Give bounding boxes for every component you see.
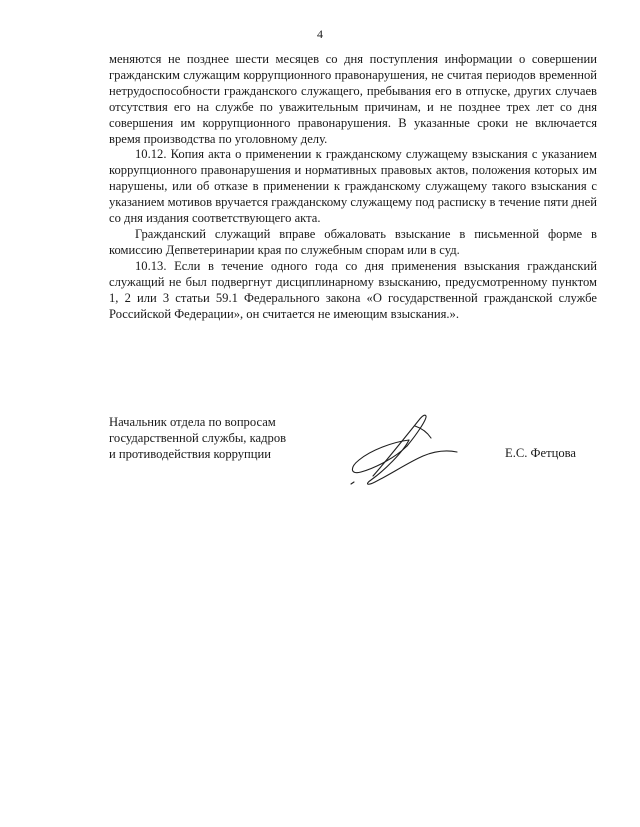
paragraph-10-12: 10.12. Копия акта о применении к гражданскому служащему взыскания с указанием коррупционного правонарушения и нормативных правовых актов, положения которых им нарушены, или об отказе в применении к гражданскому служащему такого взыскания с указанием мотивов вручается гражданскому служащему под расписку в течение пяти дней со дня издания соответствующего акта. [109, 147, 597, 226]
paragraph-10-13: 10.13. Если в течение одного года со дня применения взыскания гражданский служащий не был подвергнут дисциплинарному взысканию, предусмотренному пунктом 1, 2 или 3 статьи 59.1 Федерального закона «О государственной гражданской службе Российской Федерации», он считается не имеющим взыскания.». [109, 258, 597, 321]
signatory-position-line: и противодействия коррупции [109, 447, 272, 461]
signatory-position-line: государственной службы, кадров [109, 431, 287, 445]
paragraph-appeal: Гражданский служащий вправе обжаловать взыскание в письменной форме в комиссию Депветеринарии края по служебным спорам или в суд. [109, 226, 597, 257]
paragraph-continuation: меняются не позднее шести месяцев со дня поступления информации о совершении гражданским служащим коррупционного правонарушения, не считая периодов временной нетрудоспособности гражданского служащего, пребывания его в отпуске, других случаев отсутствия его на службе по уважительным причинам, и не позднее трех лет со дня совершения им коррупционного правонарушения. В указанные сроки не включается время производства по уголовному делу. [109, 52, 597, 146]
handwritten-signature [345, 412, 470, 490]
signatory-position [109, 414, 349, 462]
signatory-name: Е.С. Фетцова [505, 446, 576, 460]
page-number: 4 [317, 27, 323, 41]
signatory-position-line: Начальник отдела по вопросам [109, 415, 276, 429]
document-body [109, 52, 597, 322]
